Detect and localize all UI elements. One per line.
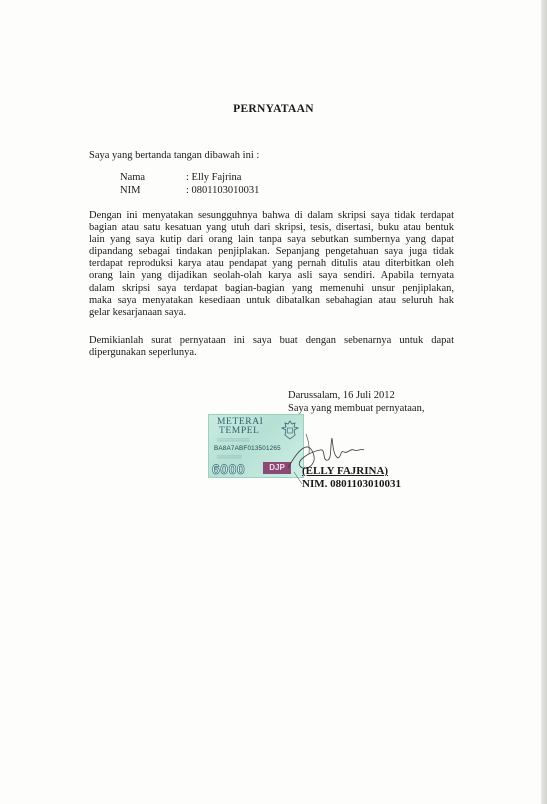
document-title: PERNYATAAN <box>233 103 314 115</box>
stamp-line1: METERAI <box>217 417 264 427</box>
paragraph-line: Dengan ini menyatakan sesungguhnya bahwa di dalam skripsi saya tidak terdapat <box>89 210 454 221</box>
paragraph-line: dipergunakan seperlunya. <box>89 347 197 359</box>
signer-label: Saya yang membuat pernyataan, <box>288 403 425 414</box>
identity-label: NIM <box>120 185 141 196</box>
statement-paragraph <box>89 210 454 319</box>
paragraph-line: terdapat reproduksi karya atau pendapat yang pernah ditulis atau diterbitkan oleh <box>89 258 454 270</box>
paragraph-line: lain yang saya kutip dari orang lain tanpa saya sebutkan sumbernya yang dapat <box>89 234 454 246</box>
paragraph-line: Demikianlah surat pernyataan ini saya buat dengan sebenarnya untuk dapat <box>89 335 454 346</box>
intro-text: Saya yang bertanda tangan dibawah ini : <box>89 150 260 161</box>
paragraph-line: dalam skripsi saya terdapat bagian-bagian yang memenuhi unsur penjiplakan, <box>89 282 454 294</box>
stamp-title <box>217 418 263 436</box>
paragraph-line: gelar kesarjanaan saya. <box>89 306 187 318</box>
identity-value: : Elly Fajrina <box>186 172 242 183</box>
place-date: Darussalam, 16 Juli 2012 <box>288 390 395 401</box>
identity-value: : 0801103010031 <box>186 185 260 196</box>
identity-label: Nama <box>120 172 146 183</box>
paragraph-line: maka saya menyatakan kesediaan untuk dibatalkan sebahagian atau seluruh hak <box>89 294 454 306</box>
stamp-line2: TEMPEL <box>219 426 260 436</box>
paragraph-line: orang lain yang dijadikan seolah-olah karya asli saya sendiri. Apabila ternyata <box>89 270 454 282</box>
closing-paragraph <box>89 335 454 359</box>
paragraph-line: dipandang sebagai tindakan penjiplakan. Sepanjang pengetahuan saya juga tidak <box>89 246 454 258</box>
page-edge-shadow <box>541 0 547 804</box>
handwritten-signature <box>270 426 380 486</box>
paragraph-line: bagian atau satu kesatuan yang utuh dari skripsi, tesis, disertasi, buku atau bentuk <box>89 222 454 234</box>
signer-name: (ELLY FAJRINA) <box>302 465 389 477</box>
stamp-fine-print: ░░░░░░░░░░ <box>217 455 242 459</box>
stamp-value: 6000 <box>212 461 246 477</box>
stamp-serial: BA8A7ABF013501265 <box>214 445 281 452</box>
stamp-fine-print: ░░░░░░░░░░░░░ <box>217 438 250 442</box>
stamp-badge: DJP <box>263 462 291 474</box>
signer-nim: NIM. 0801103010031 <box>302 478 401 490</box>
